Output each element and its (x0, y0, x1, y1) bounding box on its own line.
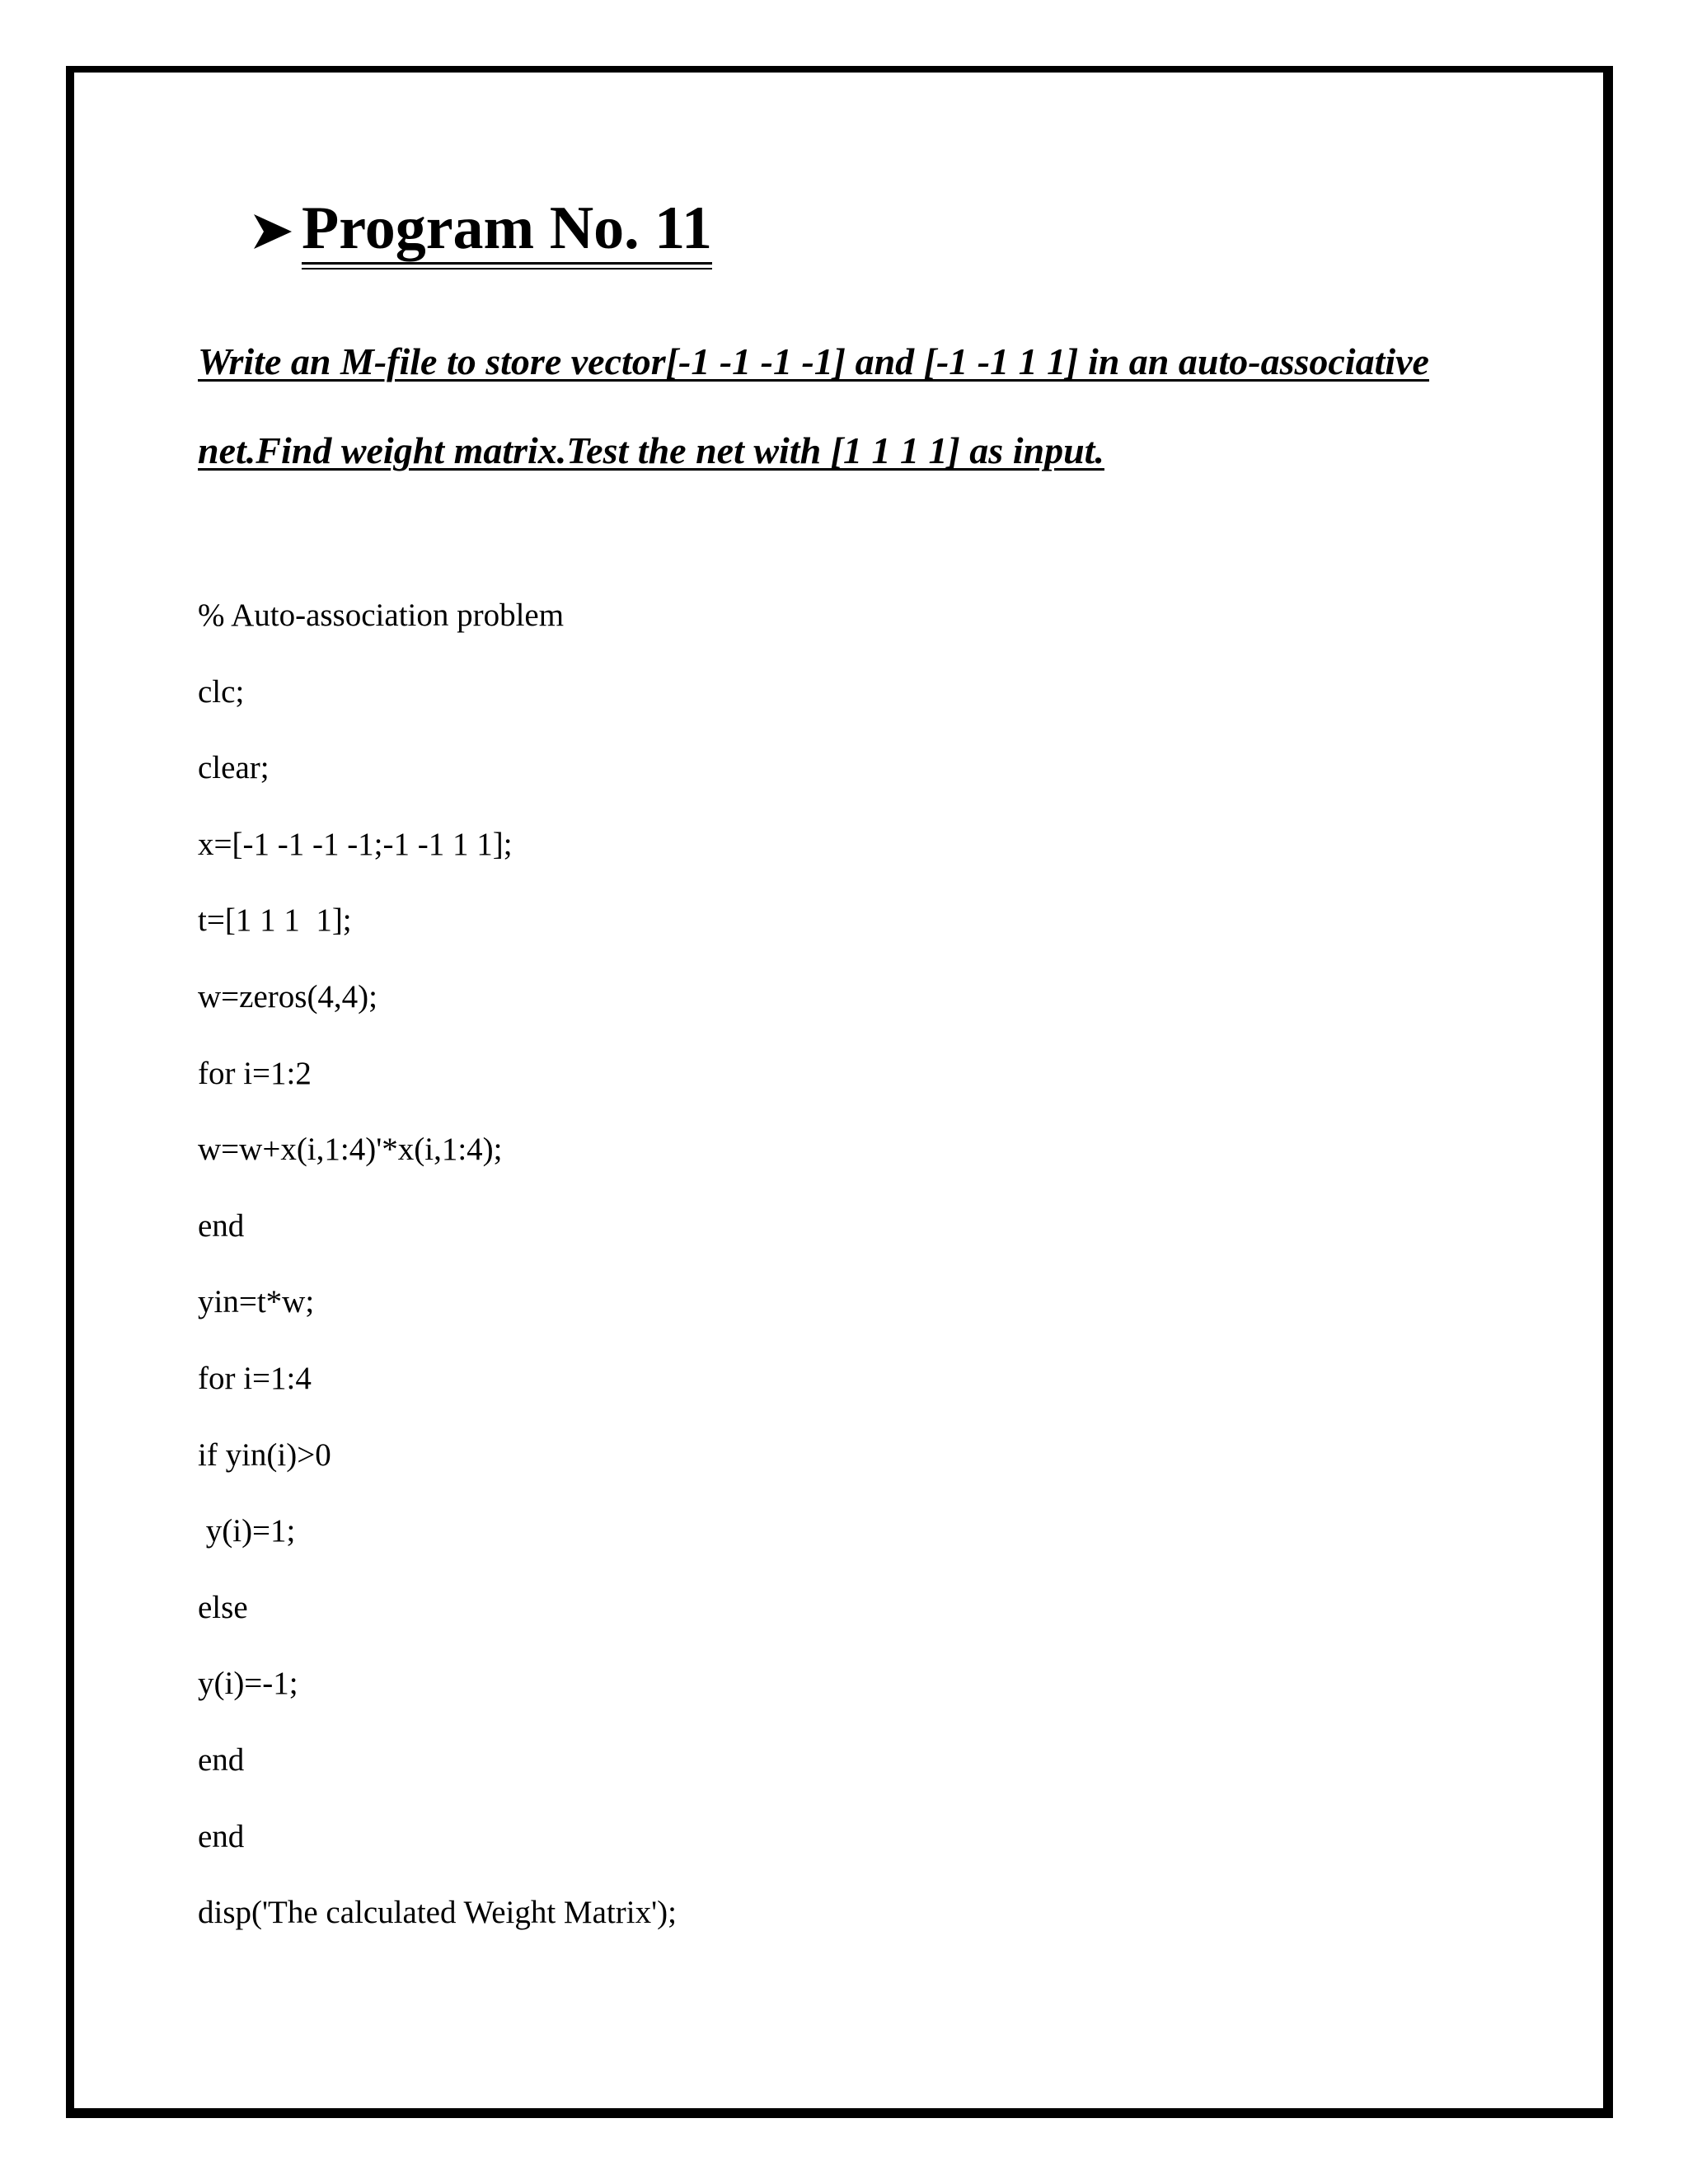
code-line: clc; (198, 673, 245, 710)
code-line: y(i)=-1; (198, 1666, 298, 1702)
code-line: disp('The calculated Weight Matrix'); (198, 1895, 677, 1931)
code-line: w=w+x(i,1:4)'*x(i,1:4); (198, 1132, 503, 1168)
arrow-bullet-icon (247, 211, 297, 252)
code-line: yin=t*w; (198, 1284, 315, 1320)
code-line: for i=1:2 (198, 1055, 312, 1091)
program-title: Program No. 11 (302, 198, 712, 265)
code-line: t=[1 1 1 1]; (198, 902, 352, 939)
task-line-2: net.Find weight matrix.Test the net with [1 1 1 1] as input. (198, 429, 1104, 471)
code-line: end (198, 1741, 245, 1778)
code-line: x=[-1 -1 -1 -1;-1 -1 1 1]; (198, 826, 513, 862)
code-line: for i=1:4 (198, 1360, 312, 1396)
code-listing (198, 595, 677, 1969)
code-line: y(i)=1; (198, 1513, 296, 1549)
code-line: % Auto-association problem (198, 598, 565, 633)
program-heading (247, 194, 713, 265)
code-line: if yin(i)>0 (198, 1436, 331, 1473)
code-line: else (198, 1589, 248, 1625)
code-line: end (198, 1207, 245, 1244)
task-line-1: Write an M-file to store vector[-1 -1 -1 -1] and [-1 -1 1 1] in an auto-associative (198, 340, 1429, 382)
code-line: end (198, 1818, 245, 1854)
code-line: w=zeros(4,4); (198, 978, 378, 1015)
code-line: clear; (198, 750, 270, 786)
